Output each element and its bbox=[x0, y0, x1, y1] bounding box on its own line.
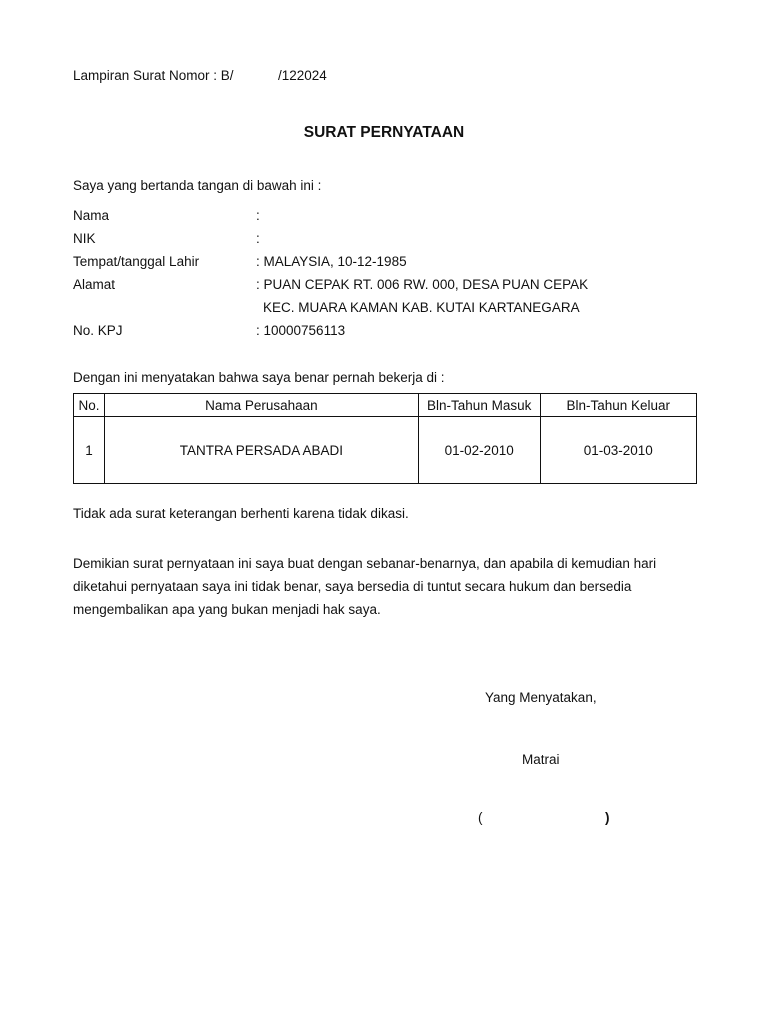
statement-line: mengembalikan apa yang bukan menjadi hak saya. bbox=[73, 602, 381, 617]
field-label-birth: Tempat/tanggal Lahir bbox=[73, 254, 200, 269]
field-label-nama: Nama bbox=[73, 208, 110, 223]
field-label-address: Alamat bbox=[73, 277, 116, 292]
field-value-birth: : MALAYSIA, 10-12-1985 bbox=[256, 254, 407, 269]
field-value-nama: : bbox=[256, 208, 260, 223]
column-header-end: Bln-Tahun Keluar bbox=[540, 394, 697, 417]
statement-line: Demikian surat pernyataan ini saya buat dengan sebanar-benarnya, dan apabila di kemudian hari bbox=[73, 556, 657, 571]
signature-closing: Yang Menyatakan, bbox=[485, 690, 597, 705]
work-intro-text: Dengan ini menyatakan bahwa saya benar pernah bekerja di : bbox=[73, 370, 445, 385]
statement-paragraph bbox=[73, 552, 713, 621]
intro-text: Saya yang bertanda tangan di bawah ini : bbox=[73, 178, 322, 193]
field-value-kpj: : 10000756113 bbox=[256, 323, 346, 338]
field-value-address: : PUAN CEPAK RT. 006 RW. 000, DESA PUAN CEPAK bbox=[256, 277, 589, 292]
reference-line bbox=[73, 68, 327, 83]
field-label-nik: NIK bbox=[73, 231, 96, 246]
cell-end: 01-03-2010 bbox=[540, 417, 697, 484]
note-text: Tidak ada surat keterangan berhenti karena tidak dikasi. bbox=[73, 506, 409, 521]
reference-prefix: Lampiran Surat Nomor : B/ bbox=[73, 68, 234, 83]
employment-table bbox=[73, 393, 697, 484]
field-label-kpj: No. KPJ bbox=[73, 323, 123, 338]
signature-open-paren: ( bbox=[478, 810, 483, 825]
reference-number: /122024 bbox=[278, 68, 327, 83]
column-header-start: Bln-Tahun Masuk bbox=[418, 394, 540, 417]
cell-company: TANTRA PERSADA ABADI bbox=[104, 417, 418, 484]
statement-line: diketahui pernyataan saya ini tidak benar, saya bersedia di tuntut secara hukum dan bersedia bbox=[73, 579, 632, 594]
field-value-nik: : bbox=[256, 231, 260, 246]
stamp-placeholder: Matrai bbox=[522, 752, 560, 767]
signature-close-paren: ) bbox=[605, 810, 610, 825]
cell-no: 1 bbox=[74, 417, 105, 484]
document-title: SURAT PERNYATAAN bbox=[303, 124, 465, 141]
table-header-row bbox=[74, 394, 697, 417]
table-row bbox=[74, 417, 697, 484]
cell-start: 01-02-2010 bbox=[418, 417, 540, 484]
column-header-company: Nama Perusahaan bbox=[104, 394, 418, 417]
field-value-address-line2: KEC. MUARA KAMAN KAB. KUTAI KARTANEGARA bbox=[263, 300, 580, 315]
column-header-no: No. bbox=[74, 394, 105, 417]
